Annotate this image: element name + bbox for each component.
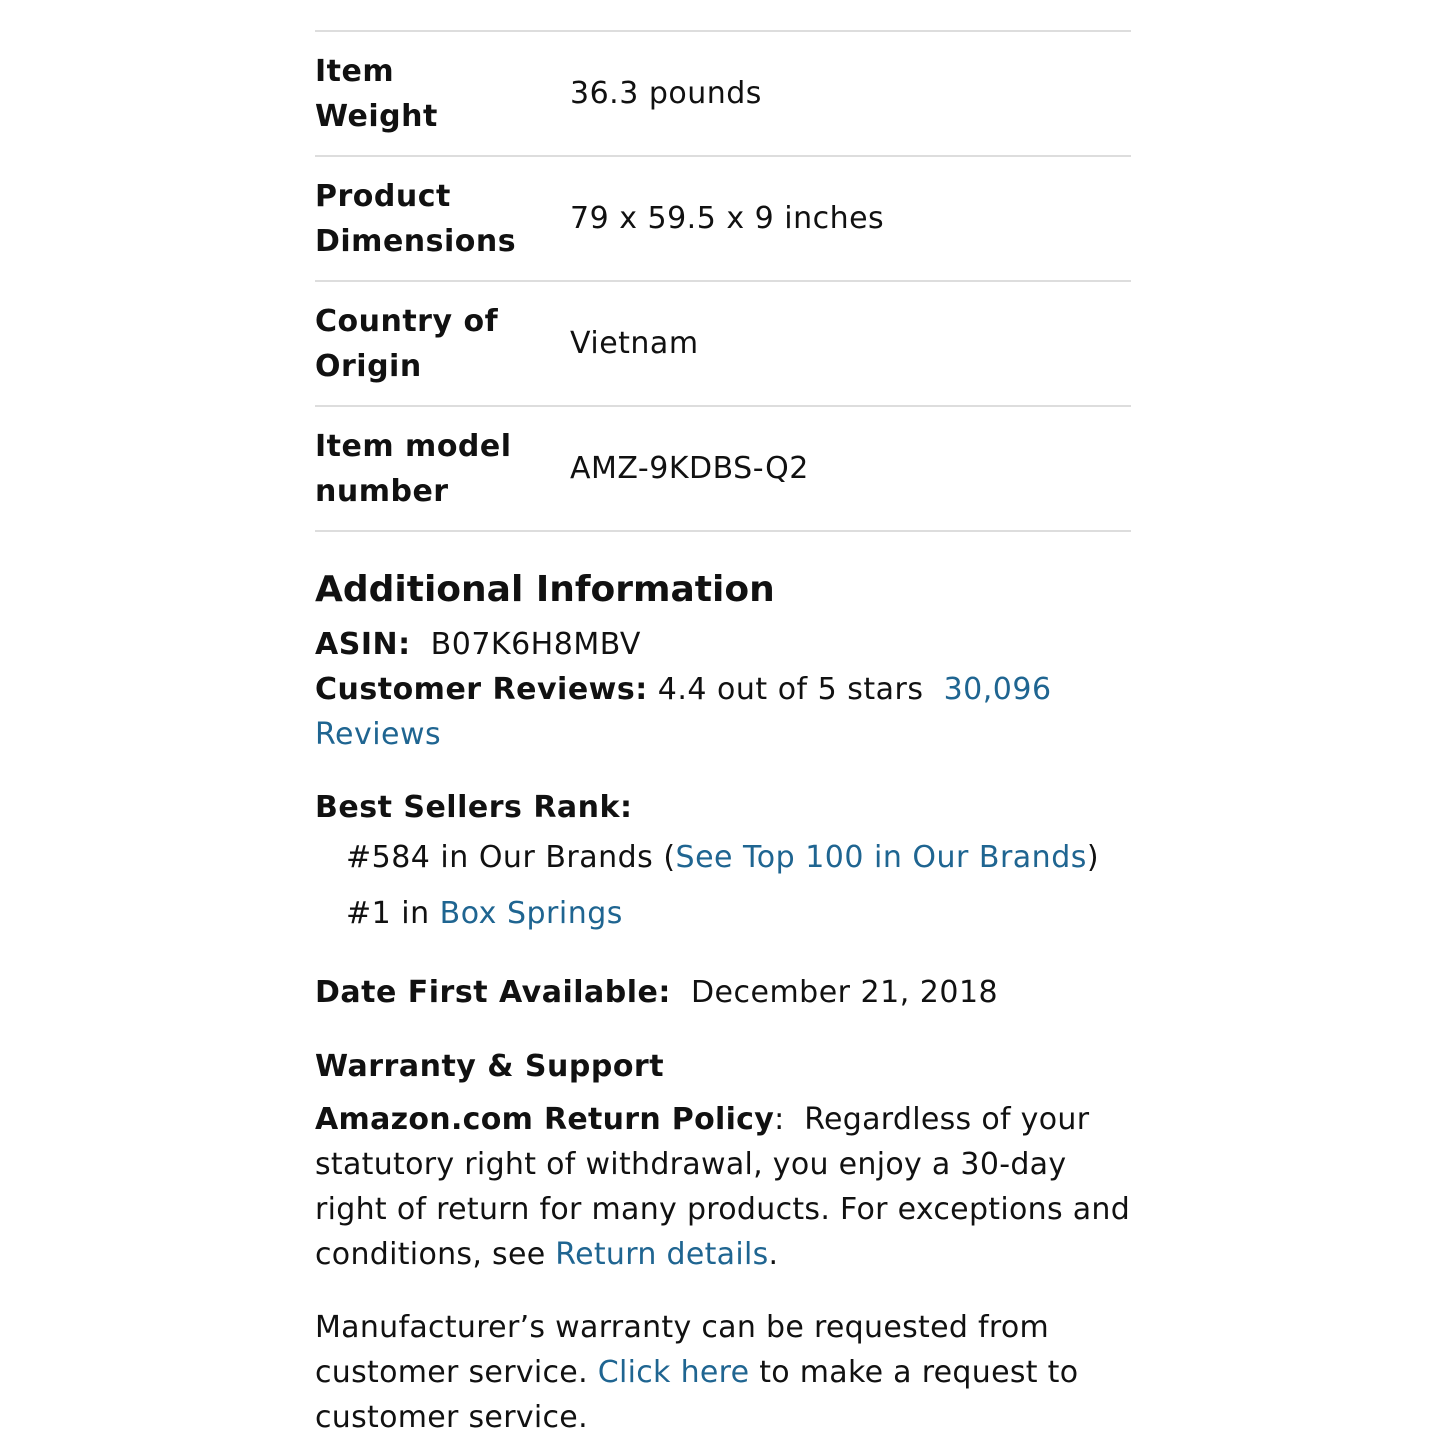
spec-label-line: Country of [315, 303, 499, 339]
see-top-100-link[interactable]: See Top 100 in Our Brands [675, 840, 1087, 875]
asin-label: ASIN: [315, 627, 411, 662]
rank-box-springs [315, 886, 1131, 942]
spec-row-item-model-number [315, 407, 1131, 532]
return-policy-paragraph [315, 1097, 1131, 1277]
return-policy-text: Regardless of your [804, 1102, 1090, 1137]
spec-label [315, 424, 570, 514]
product-specs-table [315, 30, 1131, 532]
customer-reviews-label: Customer Reviews: [315, 672, 648, 707]
additional-information-heading: Additional Information [315, 569, 775, 610]
return-policy-colon: : [774, 1102, 785, 1137]
spec-value: Vietnam [570, 326, 699, 361]
warranty-text: to make a request to [749, 1355, 1079, 1390]
return-policy-end: . [768, 1237, 779, 1272]
rank-text-end: ) [1086, 840, 1100, 875]
spec-label-line: Dimensions [315, 223, 517, 259]
spec-label-line: number [315, 473, 449, 509]
rank-our-brands [315, 830, 1131, 886]
spec-label-line: Item model [315, 428, 512, 464]
date-first-available-value: December 21, 2018 [690, 975, 999, 1010]
reviews-count-link[interactable]: 30,096 [943, 672, 1052, 707]
spec-label-line: Weight [315, 98, 438, 134]
spec-value: AMZ-9KDBS-Q2 [570, 451, 809, 486]
reviews-link[interactable]: Reviews [315, 717, 442, 752]
return-policy-text: right of return for many products. For exceptions and [315, 1192, 1131, 1227]
spec-value: 79 x 59.5 x 9 inches [570, 201, 885, 236]
best-sellers-rank-label [315, 785, 1131, 830]
return-policy-text: statutory right of withdrawal, you enjoy a 30-day [315, 1147, 1067, 1182]
click-here-link[interactable]: Click here [597, 1355, 750, 1390]
customer-reviews-rating: 4.4 out of 5 stars [657, 672, 924, 707]
spec-label [315, 174, 570, 264]
warranty-support-heading: Warranty & Support [315, 1049, 665, 1084]
box-springs-link[interactable]: Box Springs [439, 896, 623, 931]
spec-label-line: Product [315, 178, 451, 214]
spec-label [315, 49, 570, 139]
date-first-available-label: Date First Available: [315, 975, 671, 1010]
warranty-text: customer service. [315, 1355, 598, 1390]
best-sellers-rank-text: Best Sellers Rank: [315, 790, 633, 825]
return-policy-text: conditions, see [315, 1237, 556, 1272]
return-policy-label: Amazon.com Return Policy [315, 1102, 775, 1137]
rank-text: #584 in Our Brands ( [346, 840, 676, 875]
rank-text: #1 in [346, 896, 440, 931]
return-details-link[interactable]: Return details [555, 1237, 769, 1272]
warranty-text: customer service. [315, 1400, 588, 1435]
spec-label [315, 299, 570, 389]
spec-label-line: Origin [315, 348, 422, 384]
spec-row-item-weight [315, 32, 1131, 157]
date-first-available-line [315, 970, 1131, 1015]
customer-reviews-line [315, 667, 1131, 757]
asin-value: B07K6H8MBV [430, 627, 641, 662]
asin-line [315, 622, 1131, 667]
manufacturer-warranty-paragraph [315, 1305, 1131, 1440]
spec-label-line: Item [315, 53, 395, 89]
spec-value: 36.3 pounds [570, 76, 762, 111]
spec-row-country-of-origin [315, 282, 1131, 407]
spec-row-product-dimensions [315, 157, 1131, 282]
product-details-page [315, 30, 1131, 1440]
warranty-text: Manufacturer’s warranty can be requested from [315, 1310, 1050, 1345]
